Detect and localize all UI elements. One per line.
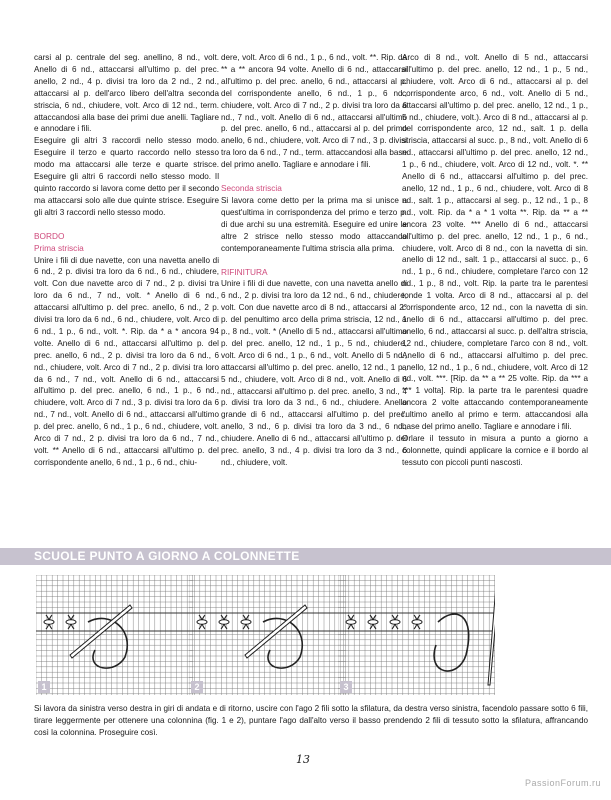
paragraph: Unire i fili di due navette, con una navetta anello di 6 nd., 2 p. divisi tra loro da 6 nd., 6 nd., chiudere, volt. Con due navette arco di 7 nd., 2 p. divisi tra loro da 6 nd., 7 nd., volt. * Anello di 6 nd., attaccarsi all'ultimo p. del prec. anello, 6 nd., 2 p. divisi tra loro da 6 nd., 6 nd., chiudere, volt. Arco di 6 nd., 1 p., 6 nd., volt. *. Rip. da * a * ancora 94 volte. Anello di 6 nd., attaccarsi all'ultimo p. del prec. anello, 6 nd., 2 p. divisi tra loro da 6 nd., 6 nd., chiudere, volt. Arco di 7 nd., 2 p. divisi tra loro da 6 nd., 7 nd., volt. Anello di 6 nd., attaccarsi all'ultimo p. del prec. anello, 6 nd., 1 p., 6 nd., chiudere, volt. Arco di 7 nd., 3 p. divisi tra loro da 6 nd., 7 nd., volt. Anello di 6 nd., attaccarsi all'ultimo p. del prec. anello, 6 nd., 1 p., 6 nd., chiudere, volt. Arco di 7 nd., 2 p. divisi tra loro da 6 nd., 7 nd., volt. ** Anello di 6 nd., attaccarsi all'ultimo p. del corrispondente anello, 6 nd., 1 p., 6 nd., chiu- (34, 255, 219, 467)
paragraph: Unire i fili di due navette, con una navetta anello di 6 nd., 2 p. divisi tra loro da 12 nd., 6 nd., chiudere, volt. Con due navette arco di 8 nd., attaccarsi al 2° p. del penultimo arco della prima striscia, 12 nd., 1 p., 8 nd., volt. * (Anello di 5 nd., attaccarsi all'ultimo p. del prec. anello, 12 nd., 1 p., 5 nd., chiudere, volt. Arco di 6 nd., 1 p., 6 nd., volt. Anello di 5 nd., attaccarsi all'ultimo p. del prec. anello, 12 nd., 1 p., 5 nd., chiudere, volt. Arco di 8 nd., volt. Anello di 6 nd., attaccarsi all'ultimo p. del prec. anello, 3 nd., 4 p. divisi tra loro da 3 nd., 6 nd., chiudere. Anello grande di 6 nd., attaccarsi all'ultimo p. del prec. anello, 3 nd., 6 p. divisi tra loro da 3 nd., 6 nd., chiudere. Anello di 6 nd., attaccarsi all'ultimo p. del prec. anello, 3 nd., 4 p. divisi tra loro da 3 nd., 6 nd., chiudere, volt. (221, 279, 407, 467)
figure-1 (36, 575, 193, 695)
paragraph: carsi al p. centrale del seg. anellino, 8 nd., volt. Anello di 6 nd., attaccarsi all'ultimo p. del prec. anello, 2 nd., 4 p. divisi tra loro da 2 nd., 2 nd., attaccarsi al p. dell'arco libero dell'altra seconda striscia, 6 nd., chiudere, volt. Arco di 12 nd., term. attaccandosi alla base dei primi due anelli. Tagliare e annodare i fili. (34, 53, 219, 134)
stitch-illustration (338, 575, 495, 695)
section-heading: BORDO (34, 230, 65, 241)
figure-2 (189, 575, 346, 695)
paragraph: Eseguire gli altri 3 raccordi nello stesso modo. Eseguire il terzo e quarto raccordo nello stesso modo ma attaccarsi alle terze e quarte strisce. Eseguire gli altri 6 raccordi nello stesso modo. Il quinto raccordo si lavora come detto per il secondo ma attaccarsi solo alle due quinte strisce. Eseguire gli altri 3 raccordi nello stesso modo. (34, 136, 219, 217)
stitch-illustration (189, 575, 346, 695)
paragraph: Si lavora come detto per la prima ma si unisce a quest'ultima in corrispondenza del primo e terzo p. di due archi su una estremità. Eseguire ed unire le altre 2 strisce nello stesso modo attaccando contemporaneamente l'ultima striscia alla prima. (221, 195, 407, 253)
banner-title: SCUOLE PUNTO A GIORNO A COLONNETTE (34, 549, 300, 563)
subsection-heading: Seconda striscia (221, 183, 282, 194)
page-number: 13 (296, 753, 310, 766)
stitch-illustration (36, 575, 193, 695)
watermark: PassionForum.ru (524, 778, 601, 788)
text-column-2 (221, 52, 407, 469)
section-heading: RIFINITURA (221, 266, 268, 277)
figure-caption: Si lavora da sinistra verso destra in giri di andata e di ritorno, uscire con l'ago 2 fili sotto la sfilatura, da destra verso sinistra, facendolo passare sotto 6 fili, tirare leggermente per ottenere una colonnina (fig. 1 e 2), puntare l'ago dall'alto verso il basso prendendo 2 fili di tessuto sotto la sfilatura, affrancando così la colonnina. Proseguire così. (34, 704, 588, 737)
figure-label: 2 (191, 681, 203, 693)
paragraph: Orlare il tessuto in misura a punto a giorno a colonnette, quindi applicare la cornice e il bordo al tessuto con piccoli punti nascosti. (402, 434, 588, 467)
figure-3 (338, 575, 495, 695)
figure-label: 3 (340, 681, 352, 693)
paragraph: Arco di 8 nd., volt. Anello di 5 nd., attaccarsi all'ultimo p. del prec. anello, 12 nd., 1 p., 5 nd., chiudere, volt. Arco di 6 nd., attaccarsi al p. del corrispondente arco, 6 nd., volt. Anello di 5 nd., attaccarsi all'ultimo p. del prec. anello, 12 nd., 1 p., 5 nd., chiudere, volt.). Arco di 8 nd., attaccarsi al p. del corrispondente arco, 12 nd., salt. 1 p. della striscia, attaccarsi al succ. p., 8 nd., volt. Anello di 6 nd., attaccarsi all'ultimo p. del prec. anello, 12 nd., 1 p., 6 nd., chiudere, volt. Arco di 12 nd., volt. *. ** Anello di 6 nd., attaccarsi all'ultimo p. del prec. anello, 12 nd., 1 p., 6 nd., chiudere, volt. Arco di 8 nd., salt. 1 p., attaccarsi al seg. p., 12 nd., 1 p., 8 nd., volt. Rip. da * a * 1 volta **. Rip. da ** a ** ancora 23 volte. *** Anello di 6 nd., attaccarsi all'ultimo p. del prec. anello, 12 nd., 1 p., 6 nd., chiudere, volt. Arco di 8 nd., con la navetta di sin. anello di 12 nd., salt. 1 p., attaccarsi al succ. p., 6 nd., 1 p., 6 nd., chiudere, completare l'arco con 12 nd., 1 p., 8 nd., volt. Rip. la parte tra le parentesi tonde 1 volta. Arco di 8 nd., attaccarsi al p. del corrispondente arco, 12 nd., con la navetta di sin. anello di 6 nd., attaccarsi all'ultimo p. del prec. anello, 6 nd., attaccarsi al succ. p. dell'altra striscia, 12 nd., chiudere, completare l'arco con 8 nd., volt. Anello di 6 nd., attaccarsi all'ultimo p. del prec. anello, 12 nd., 1 p., 6 nd., chiudere, volt. Arco di 12 nd., volt. ***. [Rip. da ** a ** 25 volte. Rip. da *** a *** 1 volta]. Rip. la parte tra le parentesi quadre ancora 2 volte attaccando contemporaneamente l'ultimo anello al primo e term. attaccandosi alla base del primo anello. Tagliare e annodare i fili. (402, 53, 588, 432)
paragraph: dere, volt. Arco di 6 nd., 1 p., 6 nd., volt. **. Rip. da ** a ** ancora 94 volte. Anello di 6 nd., attaccarsi all'ultimo p. del prec. anello, 6 nd., attaccarsi al p. del corrispondente anello, 6 nd., 1 p., 6 nd., chiudere, volt. Arco di 7 nd., 2 p. divisi tra loro da 6 nd., 7 nd., volt. Anello di 6 nd., attaccarsi all'ultimo p. del prec. anello, 6 nd., attaccarsi al p. del primo anello, 6 nd., chiudere, volt. Arco di 7 nd., 3 p. divisi tra loro da 6 nd., 7 nd., term. attaccandosi alla base del primo anello. Tagliare e annodare i fili. (221, 53, 407, 170)
text-column-1 (34, 52, 219, 469)
subsection-heading: Prima striscia (34, 242, 84, 253)
text-column-3 (402, 52, 588, 469)
section-banner (0, 548, 611, 565)
figure-label: 1 (38, 681, 50, 693)
